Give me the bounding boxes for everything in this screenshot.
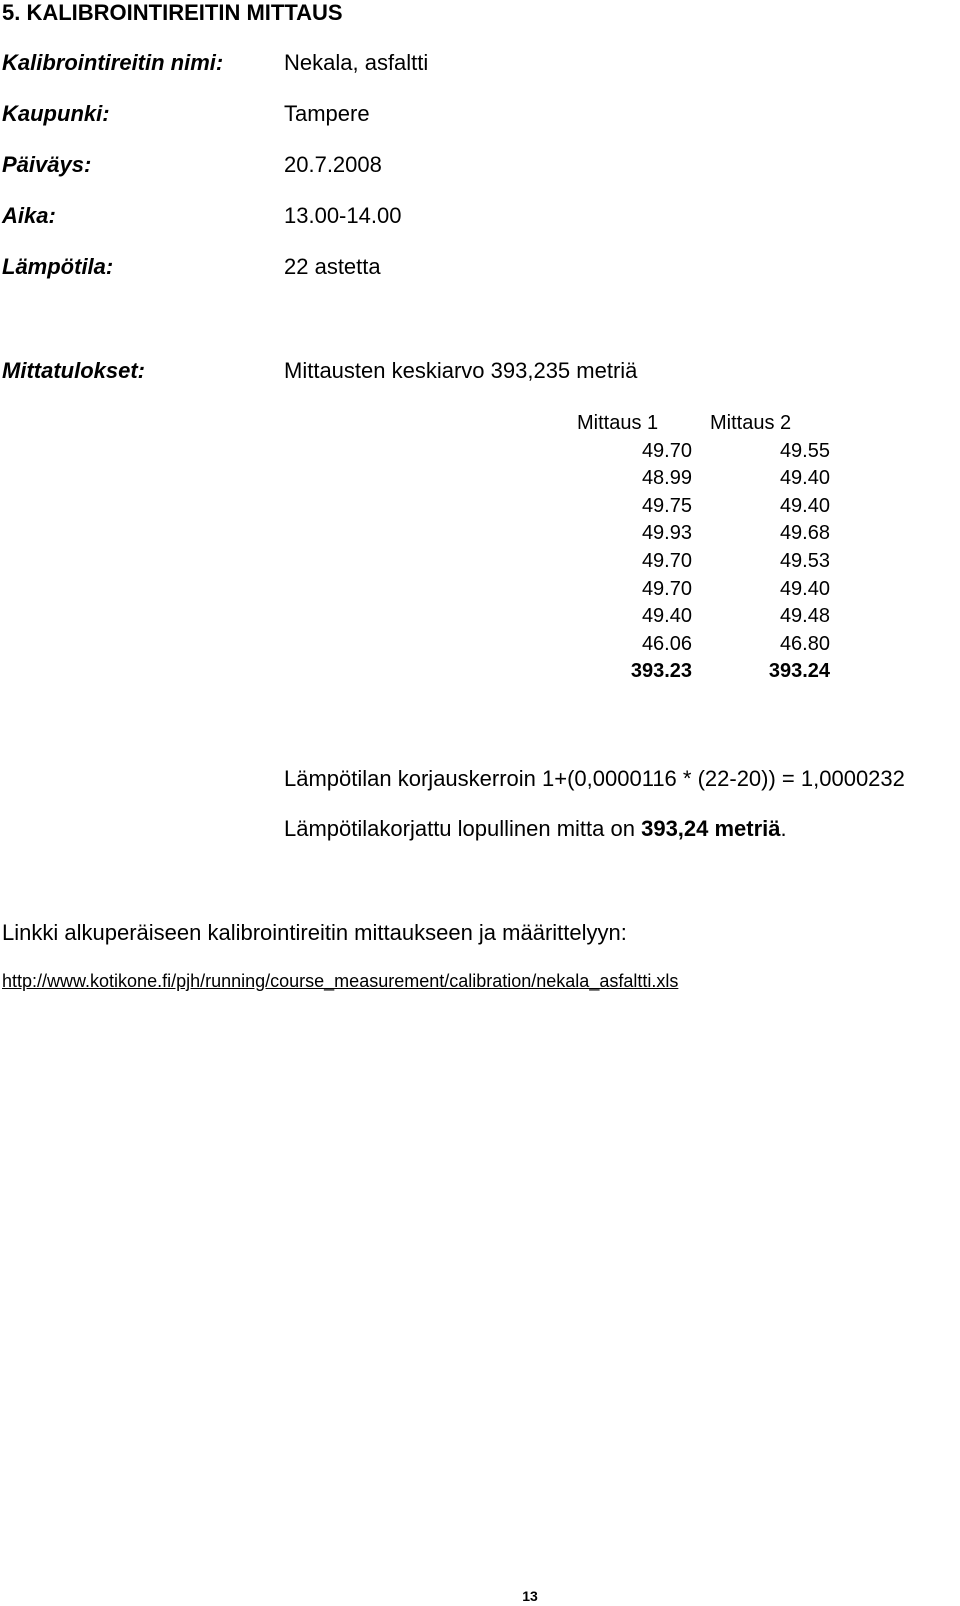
- field-label-temperature: Lämpötila:: [2, 254, 114, 279]
- field-value-time: 13.00-14.00: [284, 203, 402, 228]
- table-total-row: [560, 658, 840, 686]
- table-row: [560, 438, 840, 466]
- field-value-temperature: 22 astetta: [284, 254, 381, 279]
- table-header-cell: Mittaus 2: [710, 412, 792, 434]
- table-cell: 49.48: [779, 605, 830, 628]
- final-value: 393,24 metriä: [641, 816, 781, 841]
- table-cell: 49.70: [641, 439, 692, 462]
- table-row: [560, 576, 840, 604]
- table-cell: 49.40: [641, 605, 692, 628]
- results-summary: Mittausten keskiarvo 393,235 metriä: [284, 358, 638, 383]
- correction-formula: Lämpötilan korjauskerroin 1+(0,0000116 * (22-20)) = 1,0000232: [284, 766, 905, 791]
- table-header-row: [560, 410, 840, 438]
- field-value-route-name: Nekala, asfaltti: [284, 50, 429, 75]
- table-cell: 49.70: [641, 549, 692, 572]
- table-cell: 48.99: [641, 467, 692, 490]
- table-cell: 49.40: [779, 577, 830, 600]
- table-row: [560, 465, 840, 493]
- table-row: [560, 520, 840, 548]
- table-row: [560, 493, 840, 521]
- final-measurement: [284, 816, 787, 842]
- table-cell: 49.40: [779, 467, 830, 490]
- results-label: Mittatulokset:: [2, 358, 145, 383]
- table-cell: 49.55: [779, 439, 830, 462]
- final-suffix: .: [780, 816, 787, 841]
- final-prefix: Lämpötilakorjattu lopullinen mitta on: [284, 816, 642, 841]
- table-cell: 49.70: [641, 577, 692, 600]
- table-cell: 46.80: [779, 632, 830, 655]
- table-row: [560, 631, 840, 659]
- field-label-time: Aika:: [2, 203, 56, 228]
- table-cell: 49.68: [779, 522, 830, 545]
- table-row: [560, 548, 840, 576]
- table-cell: 49.53: [779, 549, 830, 572]
- field-value-city: Tampere: [284, 101, 370, 126]
- table-header-cell: Mittaus 1: [577, 412, 659, 434]
- table-row: [560, 603, 840, 631]
- field-label-city: Kaupunki:: [2, 101, 110, 126]
- field-label-route-name: Kalibrointireitin nimi:: [2, 50, 224, 75]
- table-total-cell: 393.23: [630, 660, 692, 683]
- table-cell: 49.75: [641, 494, 692, 517]
- field-label-date: Päiväys:: [2, 152, 92, 177]
- table-cell: 49.40: [779, 494, 830, 517]
- link-intro-text: Linkki alkuperäiseen kalibrointireitin mittaukseen ja määrittelyyn:: [2, 920, 627, 945]
- calibration-file-link[interactable]: http://www.kotikone.fi/pjh/running/course_measurement/calibration/nekala_asfaltti.xls: [2, 971, 679, 991]
- page-number: 13: [522, 1588, 538, 1604]
- table-total-cell: 393.24: [768, 660, 830, 683]
- field-value-date: 20.7.2008: [284, 152, 382, 177]
- table-cell: 49.93: [641, 522, 692, 545]
- measurement-table: [560, 410, 840, 686]
- section-heading: 5. KALIBROINTIREITIN MITTAUS: [2, 0, 343, 25]
- table-cell: 46.06: [641, 632, 692, 655]
